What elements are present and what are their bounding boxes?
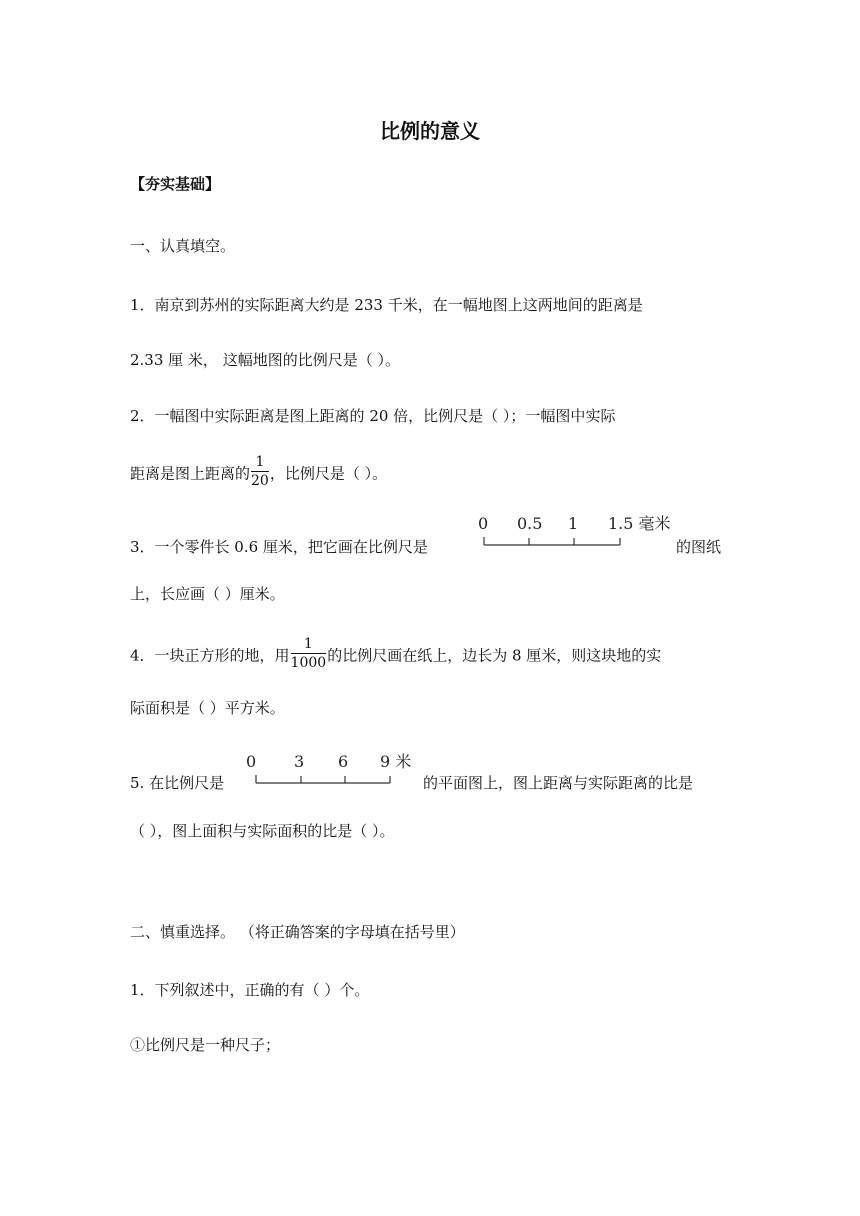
q3-line2: 上，长应画（ ）厘米。	[130, 585, 285, 603]
q3-scale-label-1: 0.5	[517, 514, 543, 533]
q5-scale-label-1: 3	[294, 752, 305, 771]
part1-heading: 一、认真填空。	[130, 237, 236, 255]
q4-fraction-numerator: 1	[291, 635, 327, 654]
q3-scale-label-3: 1.5 毫米	[608, 514, 671, 533]
q4-text-before: 4．一块正方形的地，用	[130, 646, 290, 665]
q3-scale-label-2: 1	[568, 514, 579, 533]
q4-line2: 际面积是（ ）平方米。	[130, 699, 285, 717]
q5-text-after: 的平面图上，图上距离与实际距离的比是	[423, 774, 694, 792]
q5-scale-label-0: 0	[246, 752, 257, 771]
section-label: 【夯实基础】	[130, 175, 221, 193]
q5-text-before: 5. 在比例尺是	[130, 774, 225, 792]
q2-line1: 2．一幅图中实际距离是图上距离的 20 倍，比例尺是（ ）；一幅图中实际	[130, 407, 616, 425]
q1-line1: 1．南京到苏州的实际距离大约是 233 千米，在一幅地图上这两地间的距离是	[130, 296, 643, 314]
q5-scale-label-2: 6	[338, 752, 349, 771]
q4-text-after: 的比例尺画在纸上，边长为 8 厘米，则这块地的实	[327, 646, 662, 665]
part2-q1: 1．下列叙述中，正确的有（ ）个。	[130, 981, 370, 999]
q4-line1	[130, 638, 661, 675]
q5-line2: （ ），图上面积与实际面积的比是（ ）。	[130, 822, 395, 840]
q2-text-after: ，比例尺是（ ）。	[269, 464, 388, 483]
q3-scale-bar	[474, 512, 704, 550]
q3-text-after: 的图纸	[676, 538, 722, 556]
q2-text-before: 距离是图上距离的	[130, 464, 251, 483]
page-title: 比例的意义	[380, 119, 480, 143]
q4-fraction-denominator: 1000	[290, 655, 327, 671]
q5-scale-bar	[240, 750, 420, 788]
part2-heading: 二、慎重选择。 （将正确答案的字母填在括号里）	[130, 923, 465, 941]
q2-fraction-denominator: 20	[251, 473, 269, 489]
q1-line2: 2.33 厘 米， 这幅地图的比例尺是（ ）。	[130, 351, 400, 369]
q3-scale-label-0: 0	[478, 514, 489, 533]
q2-fraction	[251, 453, 269, 490]
q5-scale-label-3: 9 米	[380, 752, 412, 771]
q2-line2	[130, 456, 387, 493]
q2-fraction-numerator: 1	[251, 453, 269, 472]
q4-fraction	[291, 635, 327, 672]
q3-text-before: 3．一个零件长 0.6 厘米，把它画在比例尺是	[130, 538, 428, 556]
part2-item1: ①比例尺是一种尺子；	[130, 1036, 281, 1054]
q3-line1	[130, 537, 428, 557]
